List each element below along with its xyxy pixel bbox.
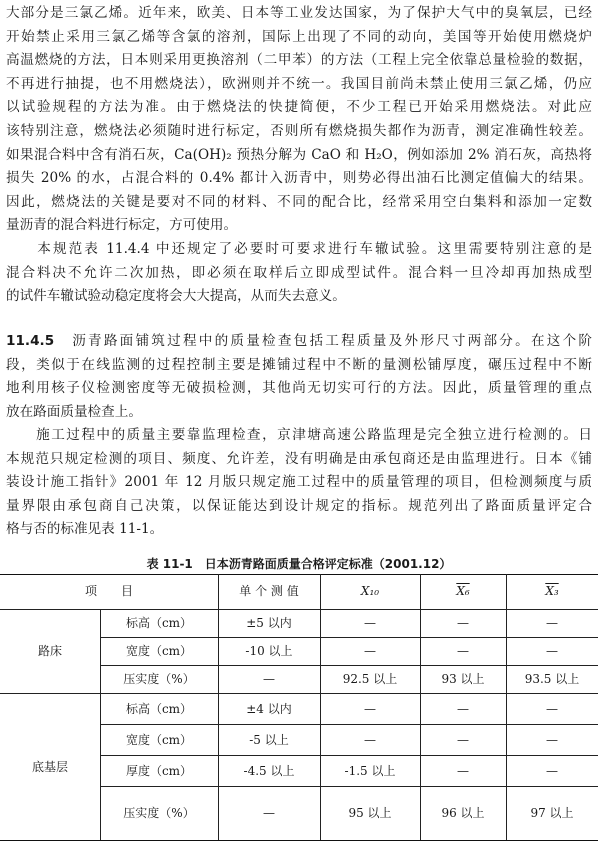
row-x3: 93.5 以上 [524, 672, 580, 686]
table-row-rule [100, 755, 598, 756]
row-x10: — [364, 644, 376, 658]
row-x3: — [546, 702, 558, 716]
text-line: 放在路面质量检查上。 [6, 403, 142, 420]
row-x6: — [457, 644, 469, 658]
row-x10: — [364, 616, 376, 630]
text-line: 地利用核子仪检测密度等无破损检测，其他尚无切实可行的方法。因此，质量管理的重点 [6, 380, 592, 397]
row-x3: — [546, 733, 558, 747]
quality-standard-table [0, 574, 598, 842]
header-x10: X₁₀ [360, 584, 380, 598]
row-x3: — [546, 644, 558, 658]
text-line: 的试件车辙试验动稳定度将会大大提高，从而失去意义。 [6, 288, 346, 305]
table-top-rule [0, 574, 598, 575]
table-caption: 表 11-1 日本沥青路面质量合格评定标准（2001.12） [146, 557, 452, 571]
text-line: 段，类似于在线监测的过程控制主要是摊铺过程中不断的量测松铺厚度，碾压过程中不断 [6, 356, 592, 373]
row-item: 压实度（%） [123, 672, 195, 686]
table-bottom-rule [0, 840, 598, 841]
text-line: 开始禁止采用三氯乙烯等含氯的溶剂，国际上出现了不同的动向，美国等开始使用燃烧炉 [6, 28, 592, 45]
row-single: — [263, 672, 275, 686]
text-line [6, 330, 592, 354]
row-x10: -1.5 以上 [344, 764, 396, 778]
row-x10: — [364, 733, 376, 747]
text-line: 量界限由承包商自己决策，以保证能达到设计规定的指标。规范列出了路面质量评定合 [6, 497, 592, 514]
row-x6: — [457, 702, 469, 716]
row-single: ±4 以内 [246, 702, 292, 716]
text-line: 混合料决不允许二次加热，即必须在取样后立即成型试件。混合料一旦冷却再加热成型 [6, 264, 592, 281]
section-11-4-5 [6, 330, 592, 424]
paragraph-combustion-method [6, 2, 592, 238]
row-item: 标高（cm） [125, 616, 193, 630]
row-x6: — [457, 764, 469, 778]
paragraph-supervision [6, 424, 592, 542]
table-group-rule [0, 693, 598, 694]
group-subgrade: 路床 [37, 644, 62, 658]
row-x6: — [457, 733, 469, 747]
row-x6: 96 以上 [441, 806, 485, 820]
row-x10: 95 以上 [348, 806, 392, 820]
text-line: 本规范表 11.4.4 中还规定了必要时可要求进行车辙试验。这里需要特别注意的是 [6, 241, 592, 257]
table-row-rule [100, 724, 598, 725]
row-single: — [263, 806, 275, 820]
text-line: 格与否的标准见表 11-1。 [6, 521, 164, 538]
group-subbase: 底基层 [31, 760, 68, 774]
text-line: 不再进行抽提，也不用燃烧法），欧洲则并不统一。我国目前尚未禁止使用三氯乙烯，仍应 [6, 75, 592, 92]
header-item: 项 目 [84, 584, 133, 598]
row-single: -4.5 以上 [243, 764, 295, 778]
text-line: 施工过程中的质量主要靠监理检查，京津塘高速公路监理是完全独立进行检测的。日 [6, 427, 592, 443]
row-item: 宽度（cm） [125, 733, 193, 747]
text-line: 该特别注意，燃烧法必须随时进行标定，否则所有燃烧损失都作为沥青，测定准确性较差。 [6, 122, 592, 139]
text-line: 量沥青的混合料进行标定，方可使用。 [6, 217, 238, 234]
table-row-rule [100, 637, 598, 638]
text-line: 因此，燃烧法的关键是要对不同的材料、不同的配合比，经常采用空白集料和添加一定数 [6, 193, 592, 210]
row-x3: — [546, 764, 558, 778]
row-x3: — [546, 616, 558, 630]
text-line: 损失 20% 的水，占混合料的 0.4% 都计入沥青中，则势必得出油石比测定值偏大的结果。 [6, 170, 592, 187]
header-x6: X₆ [456, 584, 470, 598]
text-line: 以试验规程的方法为准。由于燃烧法的快捷简便，不少工程已开始采用燃烧法。对此应 [6, 99, 592, 116]
row-item: 标高（cm） [125, 702, 193, 716]
table-row-rule [100, 786, 598, 787]
row-x6: 93 以上 [441, 672, 485, 686]
text-line: 高温燃烧的方法，日本则采用更换溶剂（二甲苯）的方法（工程上完全依靠总量检验的数据， [6, 52, 592, 69]
header-single-value: 单 个 测 值 [239, 584, 299, 598]
row-item: 宽度（cm） [125, 644, 193, 658]
text-line: 装设计施工指针》2001 年 12 月版只规定施工过程中的质量管理的项目，但检测频度与质 [6, 474, 592, 491]
table-row-rule [100, 665, 598, 666]
text-line: 大部分是三氯乙烯。近年来，欧美、日本等工业发达国家，为了保护大气中的臭氧层，已经 [6, 5, 592, 21]
paragraph-rutting-test [6, 238, 592, 309]
row-x10: 92.5 以上 [342, 672, 398, 686]
row-single: ±5 以内 [246, 616, 292, 630]
section-number: 11.4.5 [6, 333, 55, 349]
section-first-line: 沥青路面铺筑过程中的质量检查包括工程质量及外形尺寸两部分。在这个阶 [54, 333, 592, 349]
row-item: 压实度（%） [123, 806, 195, 820]
row-x10: — [364, 702, 376, 716]
row-item: 厚度（cm） [125, 764, 193, 778]
row-single: -5 以上 [249, 733, 289, 747]
row-single: -10 以上 [245, 644, 293, 658]
table-header-rule [0, 609, 598, 610]
row-x6: — [457, 616, 469, 630]
header-x3: X₃ [545, 584, 559, 598]
text-line: 本规范只规定检测的项目、频度、允许差，没有明确是由承包商还是由监理进行。日本《铺 [6, 450, 592, 467]
row-x3: 97 以上 [530, 806, 574, 820]
text-line: 如果混合料中含有消石灰，Ca(OH)₂ 预热分解为 CaO 和 H₂O，例如添加 2% 消石灰，高热将 [6, 146, 592, 163]
